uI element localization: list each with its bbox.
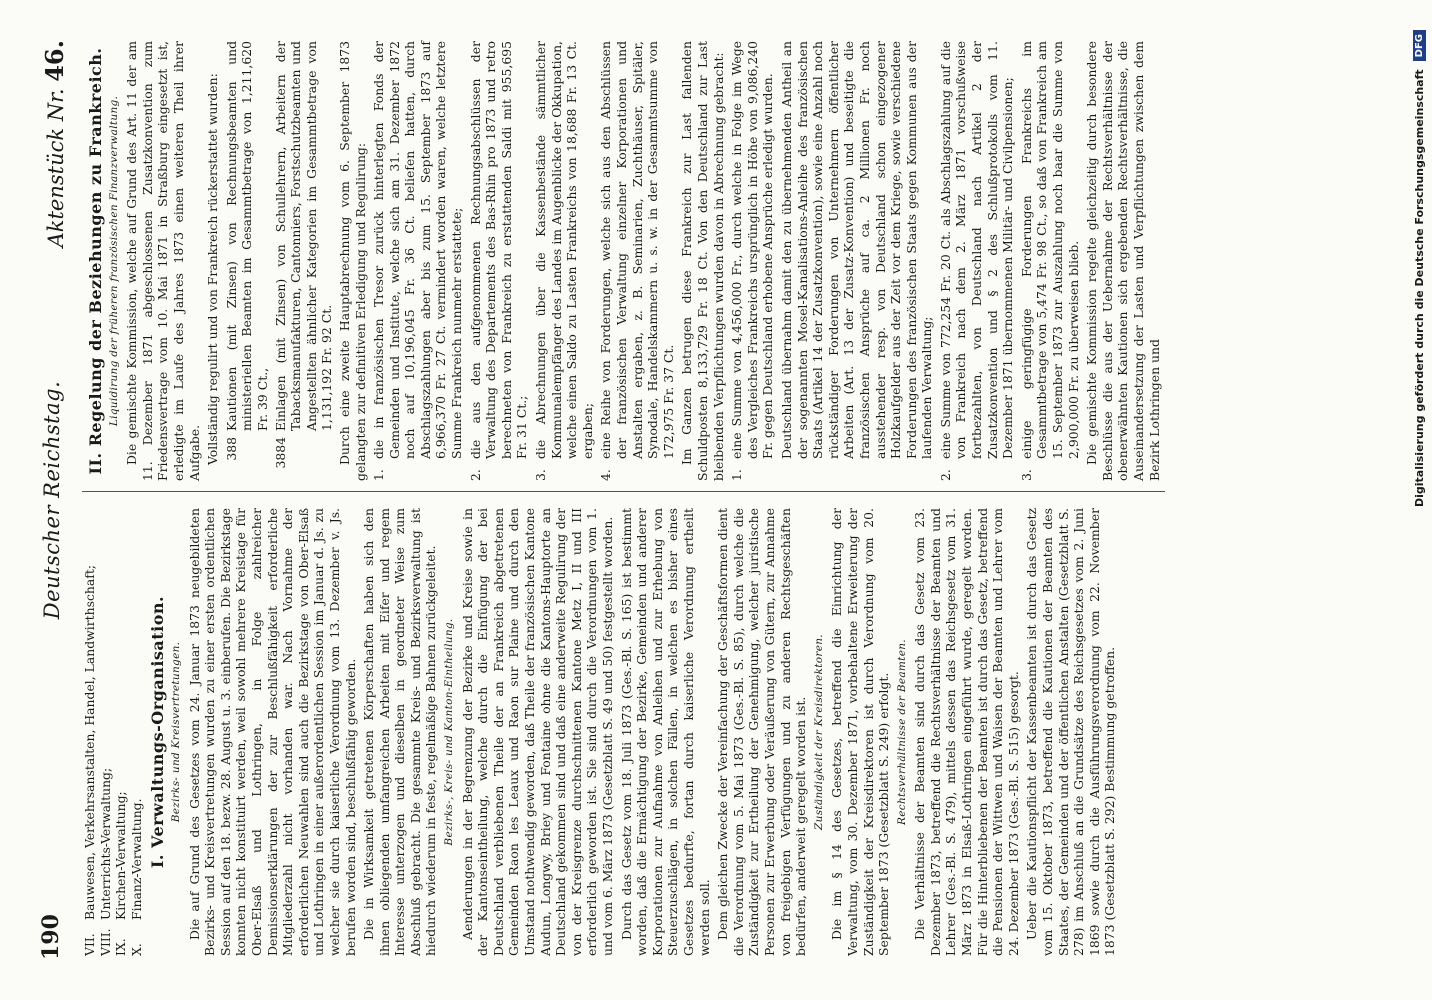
paragraph: Ueber die Kautionspflicht der Kassenbeamten ist durch das Gesetz vom 15. Oktober 1873, betreffend die Kautionen der Beamten des Staates, der Gemeinden und der öffentlichen Anstalten (Gesetzblatt S. 278) im Anschluß an die Grundsätze des Reichsgesetzes vom 2. Juni 1869 sowie durch die Ausführungsverordnung vom 22. November 1873 (Gesetzblatt S. 292) Bestimmung getroffen.	[1024, 508, 1118, 956]
section-heading: II. Regelung der Beziehungen zu Frankreich.	[86, 47, 105, 475]
paragraph: Die gemischte Kommission regelte gleichzeitig durch besondere Beschlüsse die aus der Uebernahme der Rechtsverhältnisse der obenerwähnten Kautionen sich ergebenden Rechtsverhältnisse, die Auseinandersetzung der Lasten und Verpflichtungen zwischen dem Bezirk Lothringen und	[1084, 41, 1162, 481]
subheading: Liquidirung der früheren französischen Finanzverwaltung.	[107, 95, 120, 427]
page-header	[38, 40, 70, 960]
subheading: Bezirks-, Kreis- und Kanton-Eintheilung.	[443, 618, 456, 846]
list-item: 3. die Abrechnungen über die Kassenbestände sämmtlicher Kommunalempfänger des Landes im Augenblicke der Okkupation, welche einen Saldo zu Lasten Frankreichs von 18,688 Fr. 13 Ct. ergaben;	[533, 41, 595, 481]
credit-text: Digitalisierung gefördert durch die Deutsche Forschungsgemeinschaft	[1413, 69, 1426, 508]
list-item: Deutschland übernahm damit den zu übernehmenden Antheil an der sogenannten Mosel-Kanalisations-Anleihe des französischen Staats (Artikel 14 der Zusatzkonvention), sowie eine Anzahl noch rückständiger Forderungen von Unternehmern öffentlicher Arbeiten (Art. 13 der Zusatz-Konvention) und beseitigte die französischen Ansprüche auf ca. 2 Millionen Fr. noch ausstehender resp. von Deutschland schon eingezogener Holzkaufgelder aus der Zeit vor dem Kriege, sowie verschiedene Forderungen des französischen Staats gegen Kommunen aus der laufenden Verwaltung;	[778, 41, 935, 459]
list-item: 1. die in französischen Tresor zurück hinterlegten Fonds der Gemeinden und Institute, welche sich am 31. Dezember 1872 noch auf 10,196,045 Fr. 36 Ct. beliefen hatten, durch Abschlagszahlungen aber bis zum 15. September 1873 auf 6,966,370 Fr. 27 Ct. vermindert worden waren, welche letztere Summe Frankreich nunmehr erstattete;	[371, 41, 465, 481]
paragraph: Vollständig regulirt und von Frankreich rückerstattet wurden:	[205, 73, 221, 465]
paragraph: Aenderungen in der Begrenzung der Bezirke und Kreise sowie in der Kantonseintheilung, welche durch die Einfügung der bei Deutschland verbliebenen Theile der an Frankreich abgetretenen Gemeinden Raon les Leaux und Raon sur Plaine und durch den Umstand nothwendig geworden, daß Theile der französischen Kantone Audun, Longwy, Briey und Fontaine ohne die Kantons-Hauptorte an Deutschland gekommen sind und daß eine anderweite Regulirung der von der Kreisgrenze durchschnittenen Kantone Metz I, II und III erforderlich geworden ist. Sie sind durch die Verordnungen vom 1. und vom 6. März 1873 (Gesetzblatt S. 49 und 50) festgestellt worden.	[459, 508, 615, 956]
list-item: VII. Bauwesen, Verkehrsanstalten, Handel, Landwirthschaft;	[82, 564, 97, 956]
list-item: 3884 Einlagen (mit Zinsen) von Schullehrern, Arbeitern der Tabacksmanufakturen, Cantonniers, Forstschutzbeamten und Angestellten ähnlicher Kategorien im Gesammtbetrage von 1,131,192 Fr. 92 Ct.	[272, 41, 335, 469]
list-item: 4. eine Reihe von Forderungen, welche sich aus den Abschlüssen der französischen Verwaltung einzelner Korporationen und Anstalten ergaben, z. B. Seminarien, Zuchthäuser, Spitäler, Synodale, Handelskammern u. s. w. in der Gesammtsumme von 172,975 Fr. 37 Ct.	[598, 41, 676, 481]
subheading: Rechtsverhältnisse der Beamten.	[895, 639, 908, 825]
list-item: 388 Kautionen (mit Zinsen) von Rechnungsbeamten und ministeriellen Beamten im Gesammtbetrage von 1,211,620 Fr. 39 Ct.,	[223, 41, 270, 461]
paragraph: Die in Wirksamkeit getretenen Körperschaften haben sich den ihnen obliegenden umfangreichen Arbeiten mit Eifer und regem Interesse unterzogen und dieselben in geordneter Weise zum Abschluß gebracht. Die gesammte Kreis- und Bezirksverwaltung ist hiedurch wiederum in feste, regelmäßige Bahnen zurückgeleitet.	[361, 508, 439, 956]
paragraph: Durch das Gesetz vom 18. Juli 1873 (Ges.-Bl. S. 165) ist bestimmt worden, daß die Ermächtigung der Bezirke, Gemeinden und anderer Korporationen zur Aufnahme von Anleihen und zur Erhebung von Steuerzuschlägen, in solchen Fällen, in welchen es bisher eines Gesetzes bedurfte, fortan durch kaiserliche Verordnung ertheilt werden soll.	[618, 508, 712, 956]
header-document-number	[40, 40, 69, 247]
header-right-label: Aktenstück Nr.	[44, 88, 68, 248]
list-item: X. Finanz-Verwaltung.	[128, 798, 144, 956]
subheading: Bezirks- und Kreisvertretungen.	[169, 641, 182, 823]
list-item: 3. einige geringfügige Forderungen Frankreichs im Gesammtbetrage von 5,474 Fr. 98 Ct., so daß von Frankreich am 15. September 1873 zur Auszahlung noch baar die Summe von 2,900,000 Fr. zu überweisen blieb.	[1018, 41, 1081, 481]
paragraph: Die auf Grund des Gesetzes vom 24. Januar 1873 neugebildeten Bezirks- und Kreisvertretungen wurden zu einer ersten ordentlichen Session auf den 18. bezw. 28. August u. 3. einberufen. Die Bezirkstage konnten nicht konstituirt werden, weil sowohl mehrere Kreistage für Ober-Elsaß und Lothringen, in Folge zahlreicher Demissionserklärungen der zur Beschlußfähigkeit erforderliche Mitgliederzahl nicht vorhanden war. Nach Vornahme der erforderlichen Neuwahlen sind auch die Bezirkstage von Ober-Elsaß und Lothringen in einer außerordentlichen Session im Januar d. Js. zu welcher sie durch kaiserliche Verordnung vom 13. Dezember v. Js. berufen worden sind, beschlußfähig geworden.	[186, 508, 358, 956]
list-item: 2. die aus den aufgenommenen Rechnungsabschlüssen der Verwaltung des Departements des Bas-Rhin pro 1873 und retro berechneten von Frankreich zu erstattenden Saldi mit 955,695 Fr. 31 Ct.;	[467, 41, 530, 481]
paragraph: Durch eine zweite Hauptabrechnung vom 6. September 1873 gelangten zur definitiven Erledigung und Regulirung:	[336, 41, 368, 481]
dfg-logo: DFG	[1413, 30, 1426, 61]
subheading: Zuständigkeit der Kreisdirektoren.	[812, 634, 825, 830]
list-item: 1. eine Summe von 4,456,000 Fr., durch welche in Folge im Wege des Vergleiches Frankreichs ursprünglich in Höhe von 9,086,240 Fr. gegen Deutschland erhobene Ansprüche erledigt wurden.	[729, 41, 776, 481]
paragraph: Dem gleichen Zwecke der Vereinfachung der Geschäftsformen dient die Verordnung vom 5. Mai 1873 (Ges.-Bl. S. 85), durch welche die Zuständigkeit zur Ertheilung der Genehmigung, welcher juristische Personen zur Erwerbung oder Veräußerung von Gütern, zur Annahme von freigebigen Verfügungen und zu anderen Rechtsgeschäften bedürfen, anderweit geregelt worden ist.	[715, 508, 809, 956]
paragraph: Die im § 14 des Gesetzes, betreffend die Einrichtung der Verwaltung, vom 30. Dezember 1871, vorbehaltene Erweiterung der Zuständigkeit der Kreisdirektoren ist durch Verordnung vom 20. September 1873 (Gesetzblatt S. 249) erfolgt.	[829, 508, 892, 956]
header-title: Deutscher Reichstag.	[40, 380, 64, 620]
digitization-credit	[1413, 30, 1426, 507]
list-item: VIII. Unterrichts-Verwaltung;	[97, 767, 113, 956]
paragraph: Die gemischte Kommission, welche auf Grund des Art. 11 der am 11. Dezember 1871 abgeschlossenen Zusatzkonvention zum Friedensvertrage vom 10. Mai 1871 in Straßburg eingesetzt ist, erledigte im Laufe des Jahres 1873 einen weiteren Theil ihrer Aufgabe.	[124, 41, 202, 481]
paragraph: Im Ganzen betrugen diese Frankreich zur Last fallenden Schuldposten 8,133,729 Fr. 18 Ct. Von den Deutschland zur Last bleibenden Verpflichtungen wurden davon in Abrechnung gebracht:	[679, 41, 726, 481]
left-column	[82, 508, 1121, 956]
page-number: 190	[38, 914, 64, 960]
paragraph: Die Verhältnisse der Beamten sind durch das Gesetz vom 23. Dezember 1873, betreffend die Rechtsverhältnisse der Beamten und Lehrer (Ges.-Bl. S. 479), mittels dessen das Reichsgesetz vom 31. März 1873 in Elsaß-Lothringen eingeführt wurde, geregelt worden. Für die Hinterbliebenen der Beamten ist durch das Gesetz, betreffend die Pensionen der Wittwen und Waisen der Beamten und Lehrer vom 24. Dezember 1873 (Ges.-Bl. S. 515) gesorgt.	[912, 508, 1021, 956]
section-heading: I. Verwaltungs-Organisation.	[148, 595, 168, 869]
list-item: 2. eine Summe von 772,254 Fr. 20 Ct. als Abschlagszahlung auf die von Frankreich nach dem 2. März 1871 vorschußweise fortbezahlten, von Deutschland nach Artikel 2 der Zusatzkonvention und § 2 des Schlußprotokolls vom 11. Dezember 1871 übernommenen Militär- und Civilpensionen;	[937, 41, 1016, 481]
right-column	[82, 41, 1165, 492]
list-item: IX. Kirchen-Verwaltung;	[113, 791, 129, 956]
header-right-number: 46.	[40, 40, 69, 82]
